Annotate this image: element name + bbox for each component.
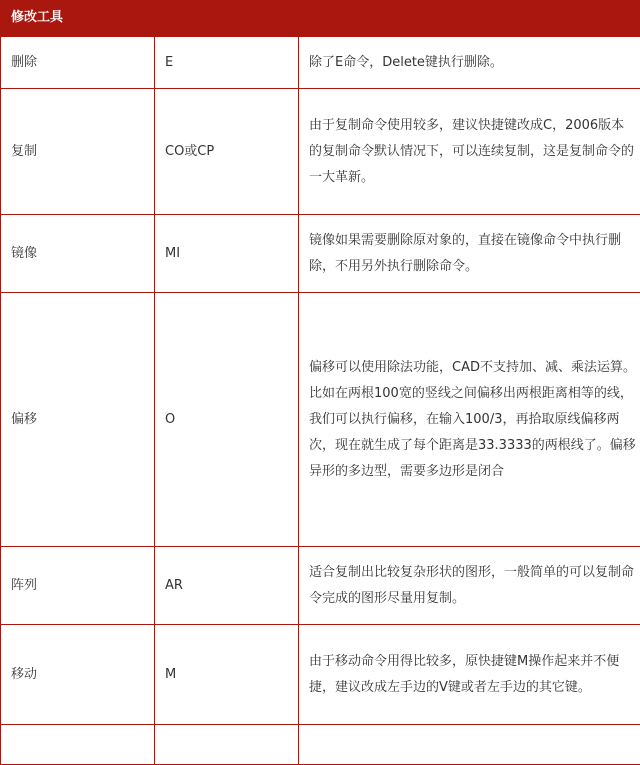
tool-command: E — [155, 37, 299, 89]
empty-cell — [1, 725, 155, 765]
tool-name: 删除 — [1, 37, 155, 89]
table-row-partial — [1, 725, 640, 765]
tool-name: 镜像 — [1, 215, 155, 293]
tool-description: 除了E命令，Delete键执行删除。 — [299, 37, 640, 89]
empty-cell — [155, 725, 299, 765]
tool-description: 偏移可以使用除法功能，CAD不支持加、减、乘法运算。比如在两根100宽的竖线之间偏移出两根距离相等的线，我们可以执行偏移，在输入100/3，再拾取原线偏移两次，现在就生成了每个距离是33.3333的两根线了。偏移异形的多边型，需要多边形是闭合 — [299, 293, 640, 547]
table-row — [1, 547, 640, 625]
tool-command: CO或CP — [155, 89, 299, 215]
table-row — [1, 37, 640, 89]
tool-command: MI — [155, 215, 299, 293]
empty-cell — [299, 725, 640, 765]
tool-description: 由于复制命令使用较多，建议快捷键改成C，2006版本的复制命令默认情况下，可以连续复制，这是复制命令的一大革新。 — [299, 89, 640, 215]
table-row — [1, 89, 640, 215]
tool-description: 镜像如果需要删除原对象的，直接在镜像命令中执行删除，不用另外执行删除命令。 — [299, 215, 640, 293]
tool-description: 由于移动命令用得比较多，原快捷键M操作起来并不便捷，建议改成左手边的V键或者左手边的其它键。 — [299, 625, 640, 725]
table-row — [1, 215, 640, 293]
tool-description: 适合复制出比较复杂形状的图形，一般简单的可以复制命令完成的图形尽量用复制。 — [299, 547, 640, 625]
tool-command: O — [155, 293, 299, 547]
tool-name: 复制 — [1, 89, 155, 215]
tool-name: 阵列 — [1, 547, 155, 625]
tool-name: 移动 — [1, 625, 155, 725]
tool-command: AR — [155, 547, 299, 625]
table-row — [1, 293, 640, 547]
tool-name: 偏移 — [1, 293, 155, 547]
table-title: 修改工具 — [0, 0, 640, 36]
modify-tools-table — [0, 36, 640, 765]
tool-command: M — [155, 625, 299, 725]
table-row — [1, 625, 640, 725]
